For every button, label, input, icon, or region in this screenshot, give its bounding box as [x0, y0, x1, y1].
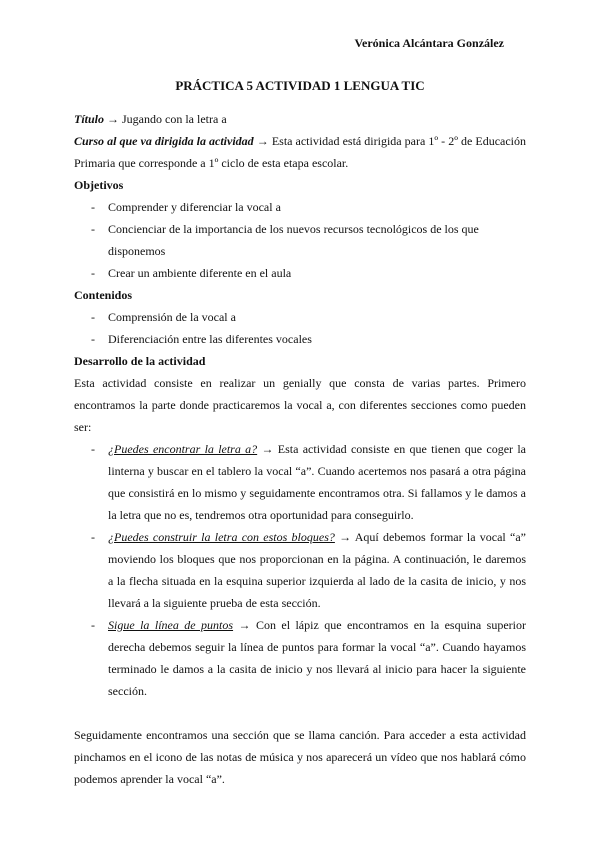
list-item: - Comprensión de la vocal a — [74, 306, 526, 328]
spacer — [74, 702, 526, 724]
document-title: PRÁCTICA 5 ACTIVIDAD 1 LENGUA TIC — [175, 78, 425, 93]
titulo-arrow: → — [107, 112, 120, 126]
section-text: Con el lápiz que encontramos en la esquina superior derecha debemos seguir la línea de puntos para formar la vocal “a”. Cuando hayamos terminado le damos a la casita de inicio y nos llevará al inicio para hacer la siguiente sección. — [108, 618, 526, 698]
desarrollo-intro: Esta actividad consiste en realizar un genially que consta de varias partes. Primero encontramos la parte donde practicaremos la vocal a, con diferentes secciones como pueden ser: — [74, 376, 526, 434]
desarrollo-sections — [74, 438, 526, 702]
section-arrow: → — [238, 618, 251, 632]
document-body — [74, 108, 526, 790]
contenidos-heading: Contenidos — [74, 288, 133, 302]
section-arrow: → — [339, 530, 352, 544]
section-item — [74, 438, 526, 526]
titulo-line — [74, 108, 526, 130]
objetivos-heading: Objetivos — [74, 178, 124, 192]
curso-paragraph — [74, 130, 526, 174]
section-link[interactable]: ¿Puedes construir la letra con estos bloques? — [108, 530, 335, 544]
section-text: Esta actividad consiste en que tienen que coger la linterna y buscar en el tablero la vocal “a”. Cuando acertemos nos pasará a otra página que consistirá en lo mismo y seguidamente encontramos otra. Si fallamos y le damos a la letra que no es, tendremos otra oportunidad para conseguirlo. — [108, 442, 526, 522]
author-name: Verónica Alcántara González — [354, 36, 504, 50]
closing-paragraph: Seguidamente encontramos una sección que se llama canción. Para acceder a esta actividad pinchamos en el icono de las notas de música y nos aparecerá un vídeo que nos hablará cómo podemos aprender la vocal “a”. — [74, 728, 526, 786]
list-item: - Diferenciación entre las diferentes vocales — [74, 328, 526, 350]
section-text: Aquí debemos formar la vocal “a” moviendo los bloques que nos proporcionan en la página. A continuación, le daremos a la flecha situada en la esquina superior izquierda al lado de la casita de inicio, y nos llevará a la siguiente prueba de esta sección. — [108, 530, 527, 610]
curso-label: Curso al que va dirigida la actividad — [74, 134, 254, 148]
curso-text: Esta actividad está dirigida para 1º - 2º de Educación Primaria que corresponde a 1º ciclo de esta etapa escolar. — [74, 134, 527, 170]
section-link[interactable]: ¿Puedes encontrar la letra a? — [108, 442, 258, 456]
section-item — [74, 526, 526, 614]
section-item — [74, 614, 526, 702]
objetivos-list — [74, 196, 526, 284]
list-item: - Concienciar de la importancia de los nuevos recursos tecnológicos de los que disponemos — [74, 218, 526, 262]
titulo-text: Jugando con la letra a — [122, 112, 227, 126]
desarrollo-heading: Desarrollo de la actividad — [74, 354, 206, 368]
list-item: - Comprender y diferenciar la vocal a — [74, 196, 526, 218]
list-item: - Crear un ambiente diferente en el aula — [74, 262, 526, 284]
section-link[interactable]: Sigue la línea de puntos — [108, 618, 234, 632]
section-arrow: → — [261, 442, 274, 456]
titulo-label: Título — [74, 112, 105, 126]
curso-arrow: → — [256, 134, 269, 148]
contenidos-list — [74, 306, 526, 350]
